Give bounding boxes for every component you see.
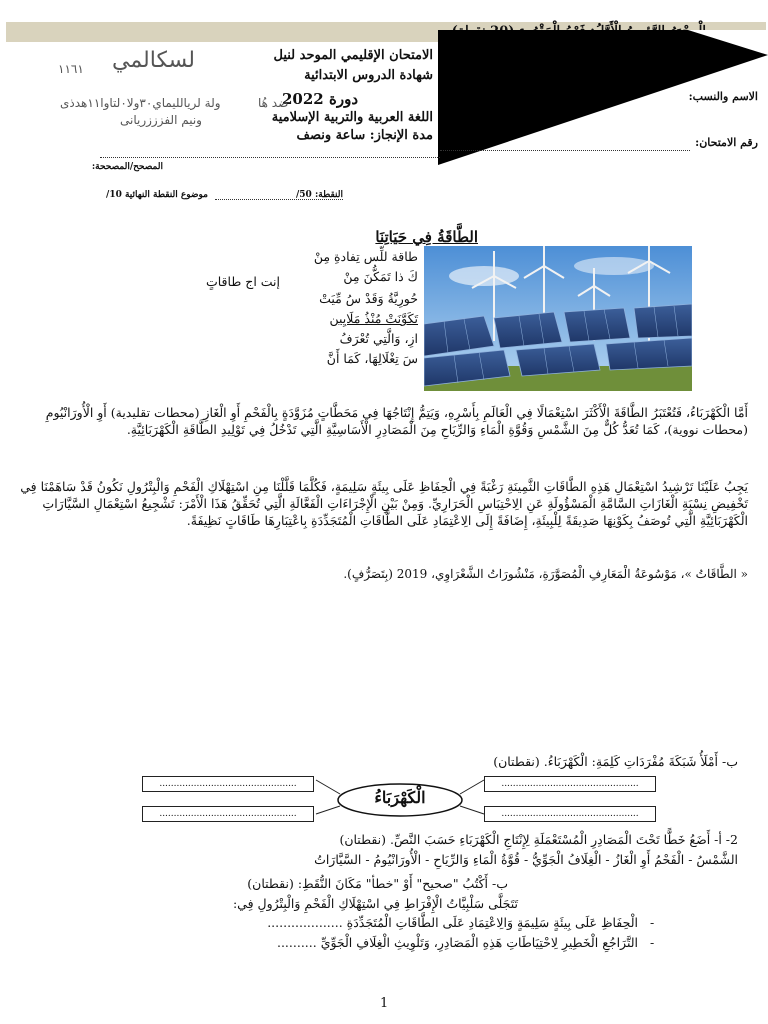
intro-line: طاقة للِّس تِفادةِ مِنْ: [313, 249, 418, 264]
exam-number-field[interactable]: [440, 150, 690, 151]
corrector-label: المصحح/المصححة:: [91, 162, 163, 172]
intro-line: كَ ذا تَمَكُّنَ مِنْ: [343, 269, 418, 284]
score-field[interactable]: [215, 199, 343, 200]
handwritten-scribble: ضد هُا: [258, 96, 289, 110]
intro-line: حُورِيَّةُ وَقَدْ سُ مِّيَتْ: [319, 291, 418, 306]
paragraph-conservation: يَجِبُ عَلَيْنَا تَرْشِيدُ اسْتِعْمَالِ هَذِهِ الطَّاقَاتِ الثَّمِينَةِ رَغْبَةً فِي الْحِفَاظِ عَلَى بِيئَةٍ سَلِيمَةٍ، فَكُلَّمَا قَلَّلْنَا مِنِ اسْتِهْلَاكِ الْفَحْمِ وَالْبِتْرُولِ نَكُونُ قَدْ سَاهَمْنَا فِي تَخْفِيضِ نِسْبَةِ الْغَازَاتِ السَّامَّةِ الْمَسْؤُولَةِ عَنِ الِاحْتِبَاسِ الْحَرَارِيِّ. وَمِنْ بَيْنِ الْإِجْرَاءَاتِ الْفَعَّالَةِ الَّتِي تُحَقِّقُ هَذَا الْأَمْرَ: تَشْجِيعُ اسْتِعْمَالِ السَّيَّارَاتِ الْكَهْرَبَائِيَّةِ الَّتِي تُوصَفُ بِكَوْنِهَا صَدِيقَةً لِلْبِيئَةِ، إِضَافَةً إِلَى الِاعْتِمَادِ عَلَى الطَّاقَاتِ الْمُتَجَدِّدَةِ بِاعْتِبَارِهَا طَاقَاتٍ نَظِيفَةً.: [20, 479, 748, 528]
final-score-label: موضوع النقطة النهائية 10/: [106, 190, 208, 200]
question-2b: ب- أَكْتُبُ "صحيح" أَوْ "خطأ" مَكَانَ النُّقَطِ: (نقطتان): [247, 876, 508, 891]
bullet: -: [650, 935, 655, 950]
exam-session: دورة 2022: [282, 90, 358, 108]
handwritten-scribble: لسكالمي: [112, 48, 195, 73]
handwritten-scribble: ونيم الفزززريانى: [120, 113, 202, 127]
intro-line: تَكَوَّنَتْ مُنْذُ مَلَايِين: [329, 311, 418, 326]
score-label: النقطة: 50/: [295, 190, 343, 200]
true-false-item-1[interactable]: الْحِفَاظِ عَلَى بِيئَةٍ سَلِيمَةٍ وَالِاعْتِمَادِ عَلَى الطَّاقَاتِ الْمُتَجَدِّدَةِ ...................: [267, 915, 638, 930]
answer-box[interactable]: ................................................: [142, 806, 314, 822]
energy-sources-list[interactable]: الشَّمْسُ - الْفَحْمُ أَوِ الْغَازُ - الْغِلَافُ الْجَوِّيُّ - قُوَّةُ الْمَاءِ وَالرِّيَاحِ - الْأُورَانْيُومُ - السَّيَّارَاتُ: [314, 852, 738, 867]
question-1b: ب- أَمْلَأُ شَبَكَةَ مُفْرَدَاتِ كَلِمَةِ: الْكَهْرَبَاءُ. (نقطتان): [493, 754, 738, 769]
intro-line: ازِ، وَالَّتِي تُعْرَفُ: [339, 331, 418, 346]
signature-line: [100, 157, 440, 158]
exam-number-label: رقم الامتحان:: [695, 136, 758, 149]
answer-box[interactable]: ................................................: [484, 806, 656, 822]
handwritten-scribble: ١١٦١: [58, 62, 84, 76]
exam-duration: مدة الإنجاز: ساعة ونصف: [296, 128, 433, 143]
question-2a: 2- أ- أَضَعُ خَطًّا تَحْتَ الْمَصَادِرِ الْمُسْتَعْمَلَةِ لِإِنْتَاجِ الْكَهْرَبَاءِ حَسَبَ النَّصِّ. (نقطتان): [339, 832, 738, 847]
reading-title: الطَّاقَةُ فِي حَيَاتِنَا: [375, 228, 478, 246]
answer-box[interactable]: ................................................: [484, 776, 656, 792]
page-number: 1: [380, 996, 389, 1011]
paragraph-electricity: أَمَّا الْكَهْرَبَاءُ، فَتُعْتَبَرُ الطَّاقَةَ الْأَكْثَرَ اسْتِعْمَالًا فِي الْعَالَمِ بِأَسْرِهِ، وَيَتِمُّ إِنْتَاجُهَا فِي مَحَطَّاتٍ مُزَوَّدَةٍ بِالْفَحْمِ أَوِ الْغَازِ (محطات تقليدية) أَوِ الْأُورَانْيُومِ (محطات نووية)، كَمَا تُعَدُّ كُلٌّ مِنَ الشَّمْسِ وَقُوَّةِ الْمَاءِ وَالرِّيَاحِ مِنَ الْمَصَادِرِ الْأَسَاسِيَّةِ الَّتِي تَدْخُلُ فِي تَوْلِيدِ الطَّاقَةِ الْكَهْرَبَائِيَّةِ.: [45, 405, 748, 437]
intro-line: إنت اج طاقاتٍ: [205, 274, 280, 289]
intro-line: سَ تِغْلَالِهَا، كَمَا أَنَّ: [326, 351, 418, 366]
handwritten-scribble: ولة لريالليماي٣٠ولا٠لتاوا١١هدذى: [60, 96, 221, 110]
exam-title: الامتحان الإقليمي الموحد لنيل: [273, 48, 433, 63]
name-label: الاسم والنسب:: [688, 90, 758, 103]
exam-subject: اللغة العربية والتربية الإسلامية: [271, 110, 433, 125]
solar-wind-image: [424, 246, 692, 391]
answer-box[interactable]: ................................................: [142, 776, 314, 792]
bullet: -: [650, 915, 655, 930]
true-false-item-2[interactable]: التَّرَاجُعِ الْخَطِيرِ لِاحْتِيَاطَاتِ هَذِهِ الْمَصَادِرِ، وَتَلْوِيثِ الْغِلَافِ الْجَوِّيِّ ..........: [276, 935, 638, 950]
source-citation: « الطَّاقَاتُ »، مَوْسُوعَةُ الْمَعَارِفِ الْمُصَوَّرَةِ، مَنْشُورَاتُ الشَّعْرَاوِي، 2019 (بِتَصَرُّفٍ).: [343, 567, 748, 581]
certificate-name: شهادة الدروس الابتدائية: [304, 68, 433, 83]
center-word: الْكَهْرَبَاءُ: [374, 788, 426, 807]
question-2b-intro: تَتَجَلَّى سَلْبِيَّاتُ الْإِفْرَاطِ فِي اسْتِهْلَاكِ الْفَحْمِ وَالْبِتْرُولِ فِي:: [232, 896, 518, 911]
